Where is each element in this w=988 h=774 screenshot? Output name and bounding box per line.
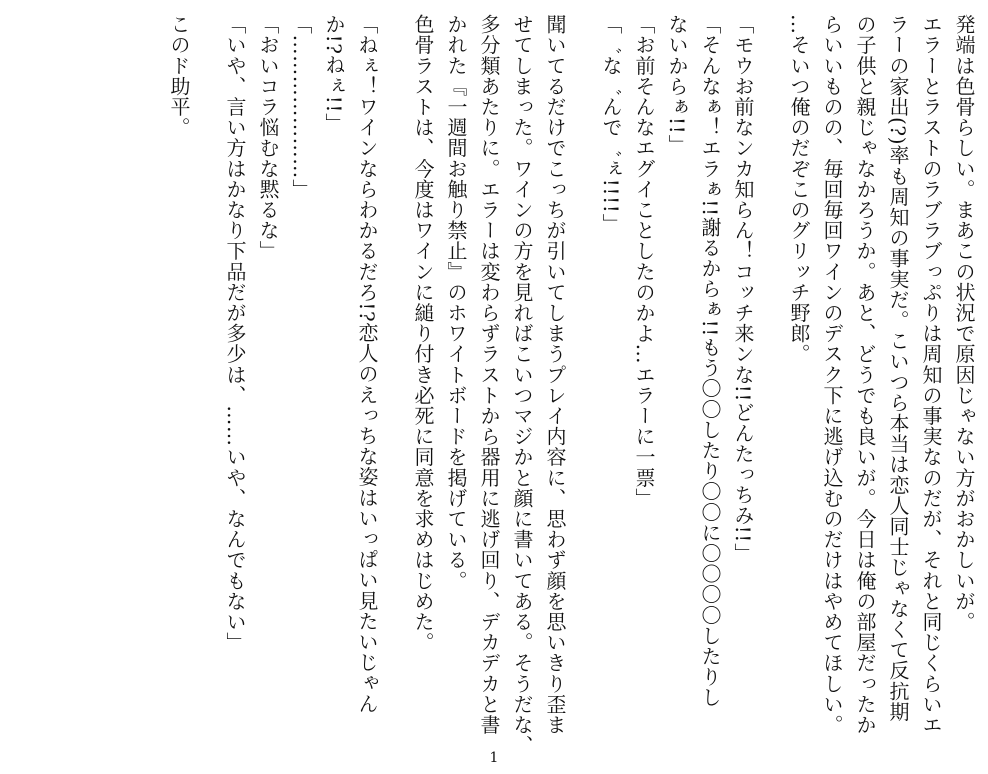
- text-line: 聞いてるだけでこっちが引いてしまうプレイ内容に、思わず顔を思いきり歪ま: [543, 14, 567, 735]
- text-line: かれた『一週間お触り禁止』のホワイトボードを掲げている。: [444, 14, 468, 591]
- dialogue-line: 「そんなぁ！エラぁ!!謝るからぁ!!もう〇〇したり〇〇に〇〇〇〇したりし: [698, 14, 722, 708]
- text-line: ラーの家出(?)率も周知の事実だ。こいつら本当は恋人同士じゃなくて反抗期: [886, 14, 910, 722]
- dialogue-line: ないからぁ!!」: [665, 14, 689, 155]
- text-line: 色骨ラストは、今度はワインに縋り付き必死に同意を求めはじめた。: [411, 14, 435, 653]
- paragraph-gap: [383, 14, 406, 719]
- dialogue-line: 「ねぇ！ワインならわかるだろ!?恋人のえっちな姿はいっぱい見たいじゃん: [355, 14, 379, 714]
- text-line: このド助平。: [167, 14, 191, 138]
- dialogue-line: 「…………………」: [289, 14, 313, 200]
- vertical-text-block: [162, 14, 980, 756]
- paragraph-gap: [195, 14, 218, 719]
- page-number: 1: [489, 750, 499, 766]
- text-line: らいいものの、毎回毎回ワインのデスク下に逃げ込むのだけはやめてほしい。: [820, 14, 844, 735]
- text-line: …そいつ俺のだぞこのグリッチ野郎。: [787, 14, 811, 365]
- dialogue-line: 「おいコラ悩むな黙るな」: [256, 14, 280, 262]
- text-line: 多分類あたりに。エラーは変わらずラストから器用に逃げ回り、デカデカと書: [477, 14, 501, 735]
- paragraph-gap: [759, 14, 782, 719]
- paragraph-gap: [571, 14, 594, 719]
- dialogue-line: 「いや、言い方はかなり下品だが多少は、……いや、なんでもない」: [223, 14, 247, 653]
- dialogue-line: 「お前そんなエグイことしたのかよ…エラーに一票」: [632, 14, 656, 509]
- text-line: せてしまった。ワインの方を見ればこいつマジかと顔に書いてある。そうだな、: [510, 14, 534, 756]
- dialogue-line: か!?ねぇ!!」: [322, 14, 346, 134]
- dialogue-line: 「゛な゛んで゛ぇ!!!!」: [599, 14, 623, 234]
- text-line: の子供と親じゃなかろうか。あと、どうでも良いが。今日は俺の部屋だったか: [853, 14, 877, 735]
- text-line: 発端は色骨らしい。まあこの状況で原因じゃない方がおかしいが。: [952, 14, 976, 632]
- text-line: エラーとラストのラブラブっぷりは周知の事実なのだが、それと同じくらいエ: [919, 14, 943, 735]
- dialogue-line: 「モウお前なンカ知らん！コッチ来ンな!!どんたっちみ!!」: [731, 14, 755, 564]
